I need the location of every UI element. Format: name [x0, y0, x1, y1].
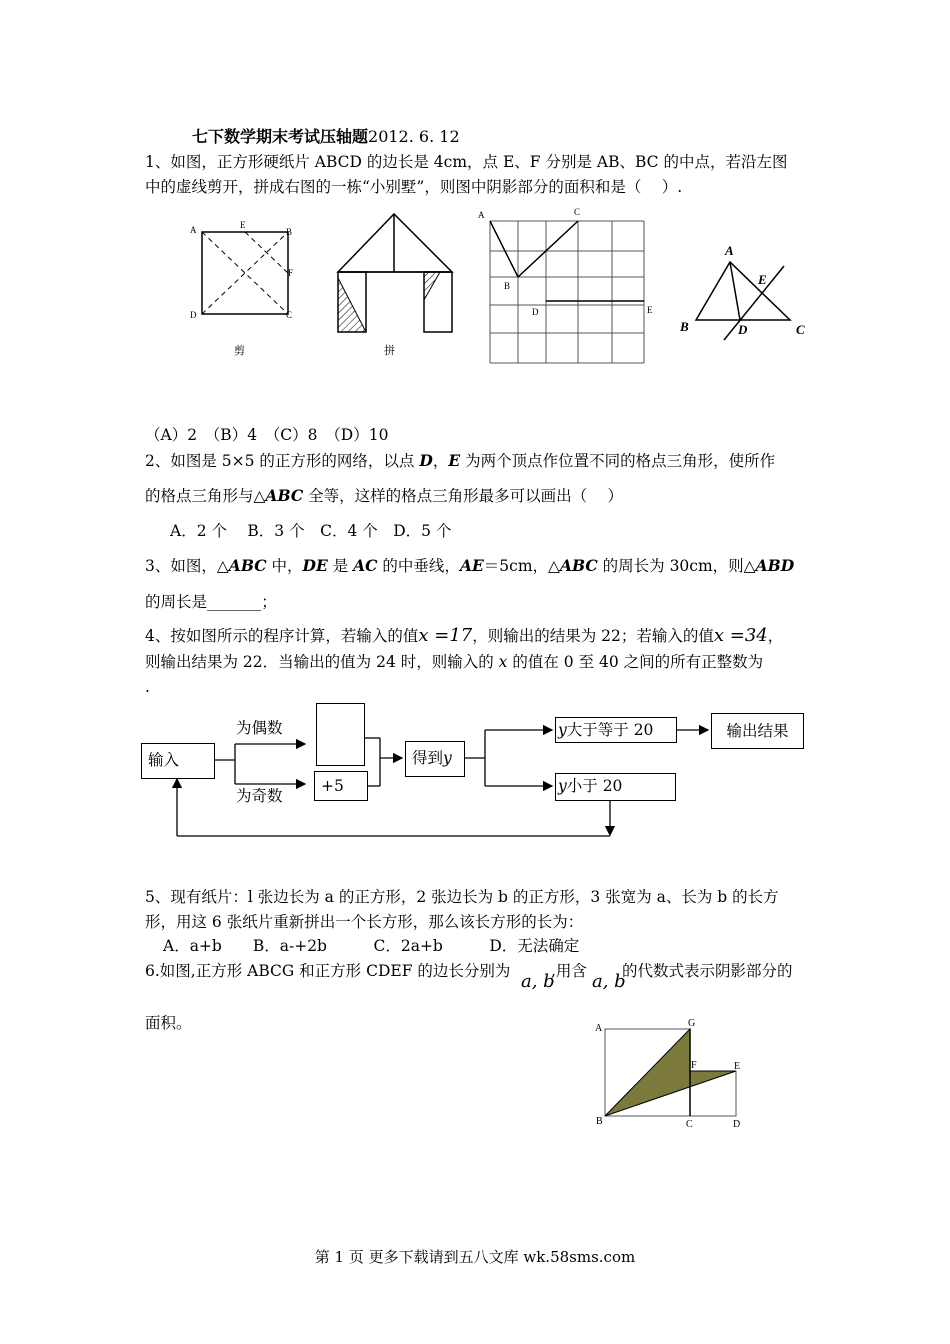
q4-line3: . — [145, 678, 150, 696]
q1-label-cut: 剪 — [234, 345, 245, 357]
q4-line2b: 的值在 0 至 40 之间的所有正整数为 — [507, 653, 764, 671]
flow-input-box: 输入 — [141, 743, 215, 779]
flow-even-op-box — [316, 703, 365, 766]
q3-abc-2: ABC — [559, 556, 598, 575]
q5-line1: 5、现有纸片：l 张边长为 a 的正方形，2 张边长为 b 的正方形，3 张宽为 a、长为 b 的长方 — [145, 888, 779, 906]
q6-squares-figure — [590, 1015, 750, 1135]
q6-line2: 面积。 — [145, 1014, 192, 1032]
q3-ae: AE — [459, 556, 484, 575]
flow-ge20-text: 大于等于 20 — [566, 721, 654, 739]
q1-label-e: E — [240, 220, 246, 230]
q2-options: A．2 个 B．3 个 C．4 个 D．5 个 — [170, 522, 452, 540]
q6-label-b: B — [596, 1116, 603, 1127]
title-date: 2012. 6. 12 — [368, 127, 460, 146]
flow-get-y-var: y — [443, 749, 452, 767]
q4-x17: x =17 — [418, 625, 473, 646]
q1-label-assemble: 拼 — [384, 345, 395, 357]
q2-text-2b: 全等，这样的格点三角形最多可以画出（ ） — [303, 487, 624, 505]
flow-lt20-box — [555, 773, 676, 801]
q2-point-e: E — [448, 451, 461, 470]
q3-triangle-figure — [676, 240, 816, 346]
q2-text-1a: 2、如图是 5×5 的正方形的网络，以点 — [145, 452, 420, 470]
flow-even-label: 为偶数 — [236, 719, 283, 737]
q2-grid-figure — [474, 203, 660, 371]
q6-label-e: E — [734, 1061, 741, 1072]
q3-p3: 是 — [327, 557, 354, 575]
q1-label-f: F — [288, 268, 294, 278]
flow-lt20-var: y — [558, 777, 567, 795]
q2-label-e: E — [647, 305, 653, 315]
q3-de: DE — [302, 556, 328, 575]
q2-text-1b: 为两个顶点作位置不同的格点三角形，使所作 — [460, 452, 776, 470]
q2-label-d: D — [532, 307, 539, 317]
q2-line1 — [145, 451, 775, 471]
q6-ab-1: a, b — [521, 971, 555, 992]
q3-abd: ABD — [755, 556, 795, 575]
q2-label-c: C — [574, 207, 581, 217]
flow-get-y-text: 得到 — [412, 749, 444, 767]
q1-line1: 1、如图，正方形硬纸片 ABCD 的边长是 4cm，点 E、F 分别是 AB、BC 的中点，若沿左图 — [145, 153, 788, 171]
q3-p6: 的周长为 30cm，则△ — [597, 557, 756, 575]
q3-p4: 的中垂线， — [377, 557, 460, 575]
q2-text-2a: 的格点三角形与△ — [145, 487, 266, 505]
q3-label-d: D — [738, 322, 748, 337]
q1-label-c: C — [286, 310, 293, 320]
q6-label-g: G — [688, 1018, 696, 1029]
q2-label-a: A — [478, 210, 485, 220]
q6-label-a: A — [595, 1023, 603, 1034]
q4-line2a: 则输出结果为 22．当输出的值为 24 时，则输入的 — [145, 653, 499, 671]
q4-b: ，则输出的结果为 22；若输入的值 — [472, 627, 714, 645]
q4-a: 4、按如图所示的程序计算，若输入的值 — [145, 627, 419, 645]
q2-triangle-abc: ABC — [265, 486, 304, 505]
q6-text-a: 6.如图,正方形 ABCG 和正方形 CDEF 的边长分别为 — [145, 962, 511, 980]
q1-options: （A）2 （B）4 （C）8 （D）10 — [145, 426, 389, 444]
page-title — [192, 127, 460, 147]
q1-house-figure — [330, 208, 460, 363]
flow-lt20-text: 小于 20 — [566, 777, 623, 795]
q5-line2: 形，用这 6 张纸片重新拼出一个长方形，那么该长方形的长为： — [145, 913, 584, 931]
title-text: 七下数学期末考试压轴题 — [192, 127, 369, 146]
q6-text-c: 的代数式表示阴影部分的 — [622, 962, 793, 980]
q3-line2: 的周长是_______； — [145, 593, 277, 611]
q3-ac: AC — [353, 556, 378, 575]
q5-options: A．a+b B．a-+2b C．2a+b D．无法确定 — [163, 937, 580, 955]
q2-label-b: B — [504, 281, 511, 291]
q2-point-d: D — [419, 451, 433, 470]
q3-abc-1: ABC — [228, 556, 267, 575]
q4-line2 — [145, 652, 763, 672]
q3-label-c: C — [796, 322, 805, 337]
flow-get-y-box — [405, 741, 465, 777]
q1-label-a: A — [190, 225, 197, 235]
q6-text-b: ,用含 — [551, 962, 587, 980]
q6-label-c: C — [686, 1119, 693, 1130]
page-footer: 第 1 页 更多下载请到五八文库 wk.58sms.com — [314, 1248, 636, 1266]
q3-label-a: A — [725, 243, 734, 258]
q1-cut-figure — [185, 218, 295, 363]
q3-p1: 3、如图，△ — [145, 557, 229, 575]
q4-line1 — [145, 626, 783, 646]
q1-line2: 中的虚线剪开，拼成右图的一栋“小别墅”，则图中阴影部分的面积和是（ ）. — [145, 178, 683, 196]
q3-label-b: B — [680, 319, 689, 334]
q2-comma: ， — [432, 452, 449, 470]
q1-label-b: B — [286, 227, 293, 237]
q1-label-d: D — [190, 310, 197, 320]
flow-ge20-var: y — [558, 721, 567, 739]
q6-ab-2: a, b — [592, 971, 626, 992]
q3-p2: 中， — [266, 557, 303, 575]
q4-x: x — [498, 653, 508, 671]
flow-output-box: 输出结果 — [711, 713, 804, 749]
q2-line2 — [145, 486, 623, 506]
flow-plus5-box: +5 — [314, 771, 368, 801]
q3-line1 — [145, 556, 794, 576]
q3-p5: ＝5cm，△ — [483, 557, 560, 575]
q6-label-f: F — [691, 1060, 697, 1071]
q4-x34: x =34 — [713, 625, 768, 646]
q6-label-d: D — [733, 1119, 741, 1130]
q4-c: ， — [767, 627, 784, 645]
q3-label-e: E — [758, 272, 767, 287]
flow-ge20-box — [555, 717, 677, 743]
flow-odd-label: 为奇数 — [236, 787, 283, 805]
